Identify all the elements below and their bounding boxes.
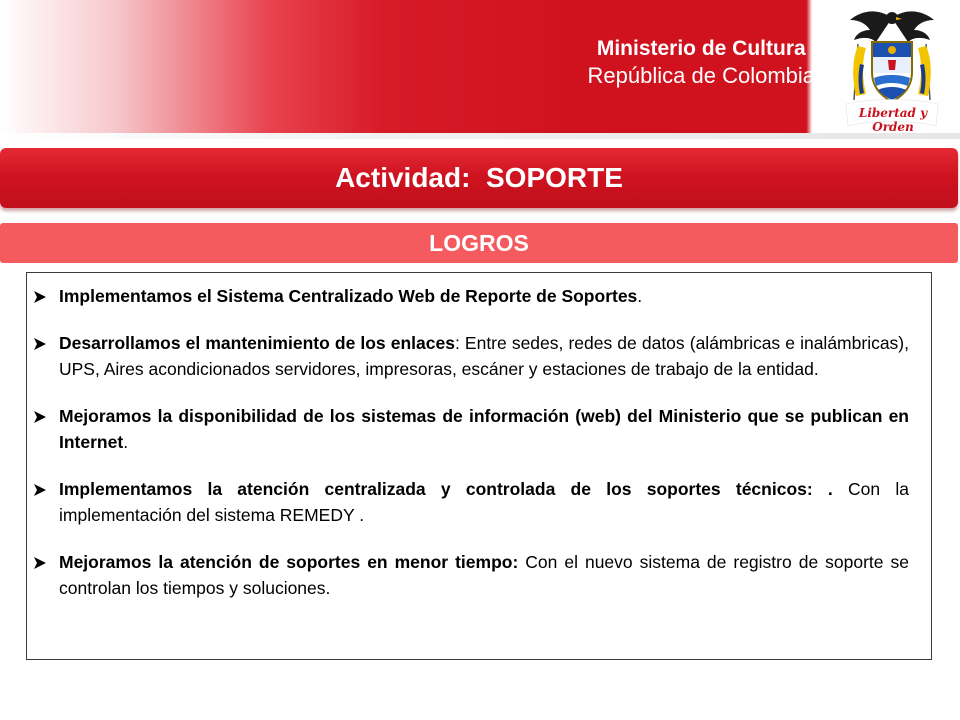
achievements-list	[27, 273, 931, 601]
list-item-lead: Implementamos el Sistema Centralizado Web de Reporte de Soportes	[59, 286, 638, 306]
crest-motto: Libertad y Orden	[858, 106, 928, 134]
header-banner	[0, 0, 960, 133]
list-item-lead: Mejoramos la atención de soportes en menor tiempo:	[59, 552, 519, 572]
list-item	[33, 283, 909, 309]
achievements-box	[26, 272, 932, 660]
list-item-text: .	[637, 286, 643, 306]
page-title	[0, 148, 958, 208]
list-item	[33, 549, 909, 601]
arrowhead-bullet-icon	[33, 484, 47, 496]
page-title-text: Actividad: SOPORTE	[335, 162, 623, 193]
arrowhead-bullet-icon	[33, 557, 47, 569]
list-item-lead: Mejoramos la disponibilidad de los sistemas de información (web) del Ministerio que se publican en Internet	[59, 406, 909, 452]
arrowhead-bullet-icon	[33, 338, 47, 350]
list-item-lead: Desarrollamos el mantenimiento de los enlaces	[59, 333, 455, 353]
list-item	[33, 476, 909, 528]
ministry-country: República de Colombia	[587, 63, 815, 88]
list-item	[33, 330, 909, 382]
section-header	[0, 223, 958, 263]
header-shadow	[0, 133, 960, 139]
list-item-text: : Entre sedes, redes de datos (alámbricas e inalámbricas), UPS, Aires acondicionados servidores, impresoras, escáner y estaciones de trabajo de la entidad.	[59, 333, 910, 379]
list-item	[33, 403, 909, 455]
arrowhead-bullet-icon	[33, 291, 47, 303]
list-item-text: Con el nuevo sistema de registro de soporte se controlan los tiempos y soluciones.	[59, 552, 909, 598]
list-item-text: Con la implementación del sistema REMEDY .	[59, 479, 909, 525]
section-header-text: LOGROS	[429, 229, 529, 256]
ministry-block	[588, 36, 815, 90]
arrowhead-bullet-icon	[33, 411, 47, 423]
ministry-name: Ministerio de Cultura	[596, 37, 806, 60]
list-item-lead: Implementamos la atención centralizada y controlada de los soportes técnicos: .	[59, 479, 833, 499]
list-item-text: .	[123, 432, 129, 452]
